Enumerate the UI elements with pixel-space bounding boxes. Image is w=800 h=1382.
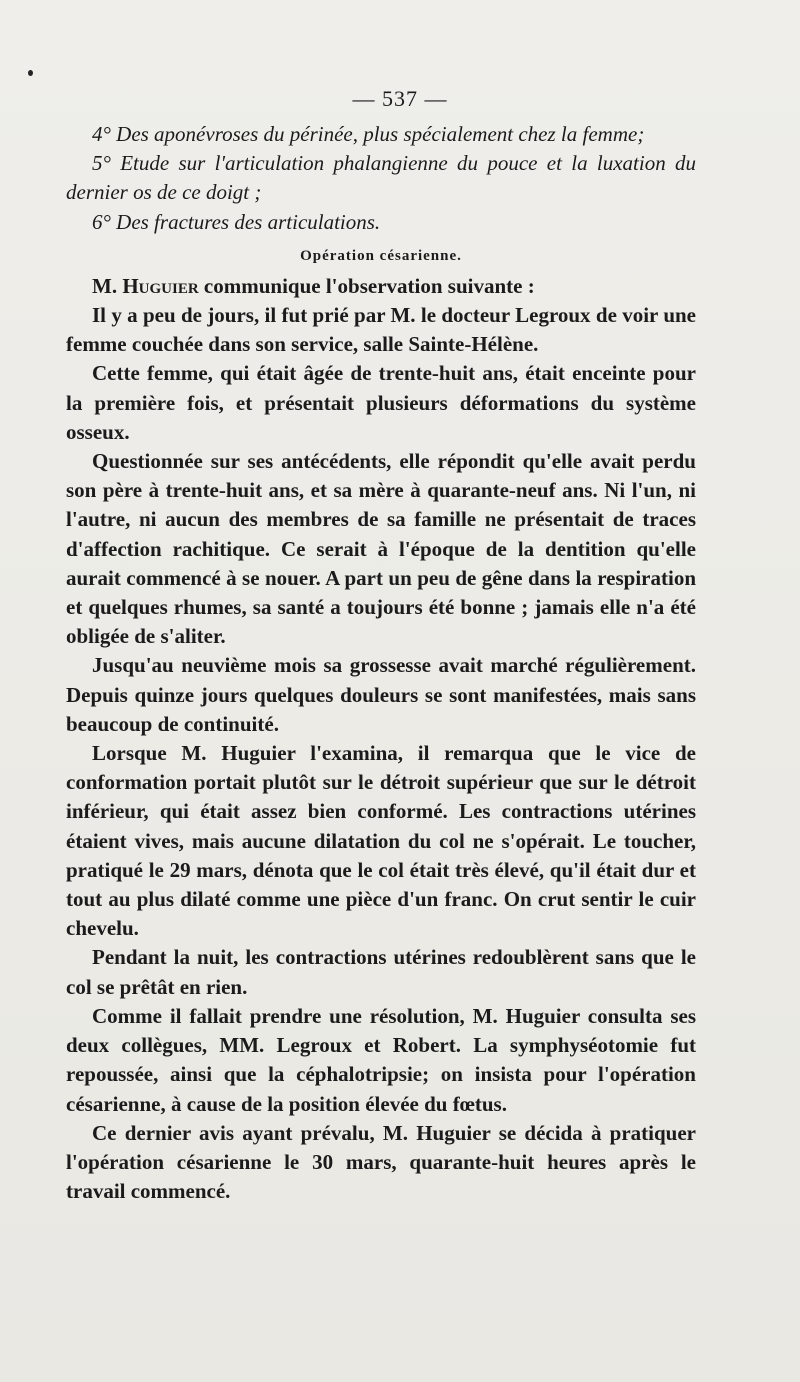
paragraph-3: Questionnée sur ses antécédents, elle répondit qu'elle avait perdu son père à trente-huit ans, et sa mère à quarante-neuf ans. Ni l'un, ni l'autre, ni aucun des membres de sa famille ne présentait de traces d'affection rachitique. Ce serait à l'époque de la dentition qu'elle aurait commencé à se nouer. A part un peu de gêne dans la respiration et quelques rhumes, sa santé a toujours été bonne ; jamais elle n'a été obligée de s'aliter. [66,449,696,649]
list-item-4: 4° Des aponévroses du périnée, plus spécialement chez la femme; [92,122,645,146]
paragraph-7: Comme il fallait prendre une résolution, M. Huguier consulta ses deux collègues, MM. Legroux et Robert. La symphyséotomie fut repoussée, ainsi que la céphalotripsie; on insista pour l'opération césarienne, à cause de la position élevée du fœtus. [66,1003,696,1116]
list-item-5: 5° Etude sur l'articulation phalangienne du pouce et la luxation du dernier os de ce doigt ; [66,151,696,205]
paragraph-4: Jusqu'au neuvième mois sa grossesse avait marché régulièrement. Depuis quinze jours quelques douleurs se sont manifestées, mais sans beaucoup de continuité. [66,653,696,736]
page-body [66,120,696,1206]
intro-text: communique l'observation suivante : [198,273,535,298]
ink-spot [28,70,33,76]
paragraph-8: Ce dernier avis ayant prévalu, M. Huguier se décida à pratiquer l'opération césarienne le 30 mars, quarante-huit heures après le travail commencé. [66,1120,696,1204]
section-heading: Opération césarienne. [300,247,462,264]
paragraph-6: Pendant la nuit, les contractions utérines redoublèrent sans que le col se prêtât en rien. [66,945,696,999]
paragraph-2: Cette femme, qui était âgée de trente-huit ans, était enceinte pour la première fois, et présentait plusieurs déformations du système osseux. [66,361,696,444]
intro-paragraph [66,272,696,301]
paragraph-1: Il y a peu de jours, il fut prié par M. le docteur Legroux de voir une femme couchée dans son service, salle Sainte-Hélène. [66,303,696,357]
list-item-6: 6° Des fractures des articulations. [92,209,381,234]
author-name: M. Huguier [92,273,199,298]
paragraph-5: Lorsque M. Huguier l'examina, il remarqua que le vice de conformation portait plutôt sur le détroit supérieur que sur le détroit inférieur, qui était assez bien conformé. Les contractions utérines étaient vives, mais aucune dilatation du col ne s'opérait. Le toucher, pratiqué le 29 mars, dénota que le col était très élevé, qu'il était dur et tout au plus dilaté comme une pièce d'un franc. On crut sentir le cuir chevelu. [66,741,696,941]
page-number: — 537 — [352,86,448,111]
